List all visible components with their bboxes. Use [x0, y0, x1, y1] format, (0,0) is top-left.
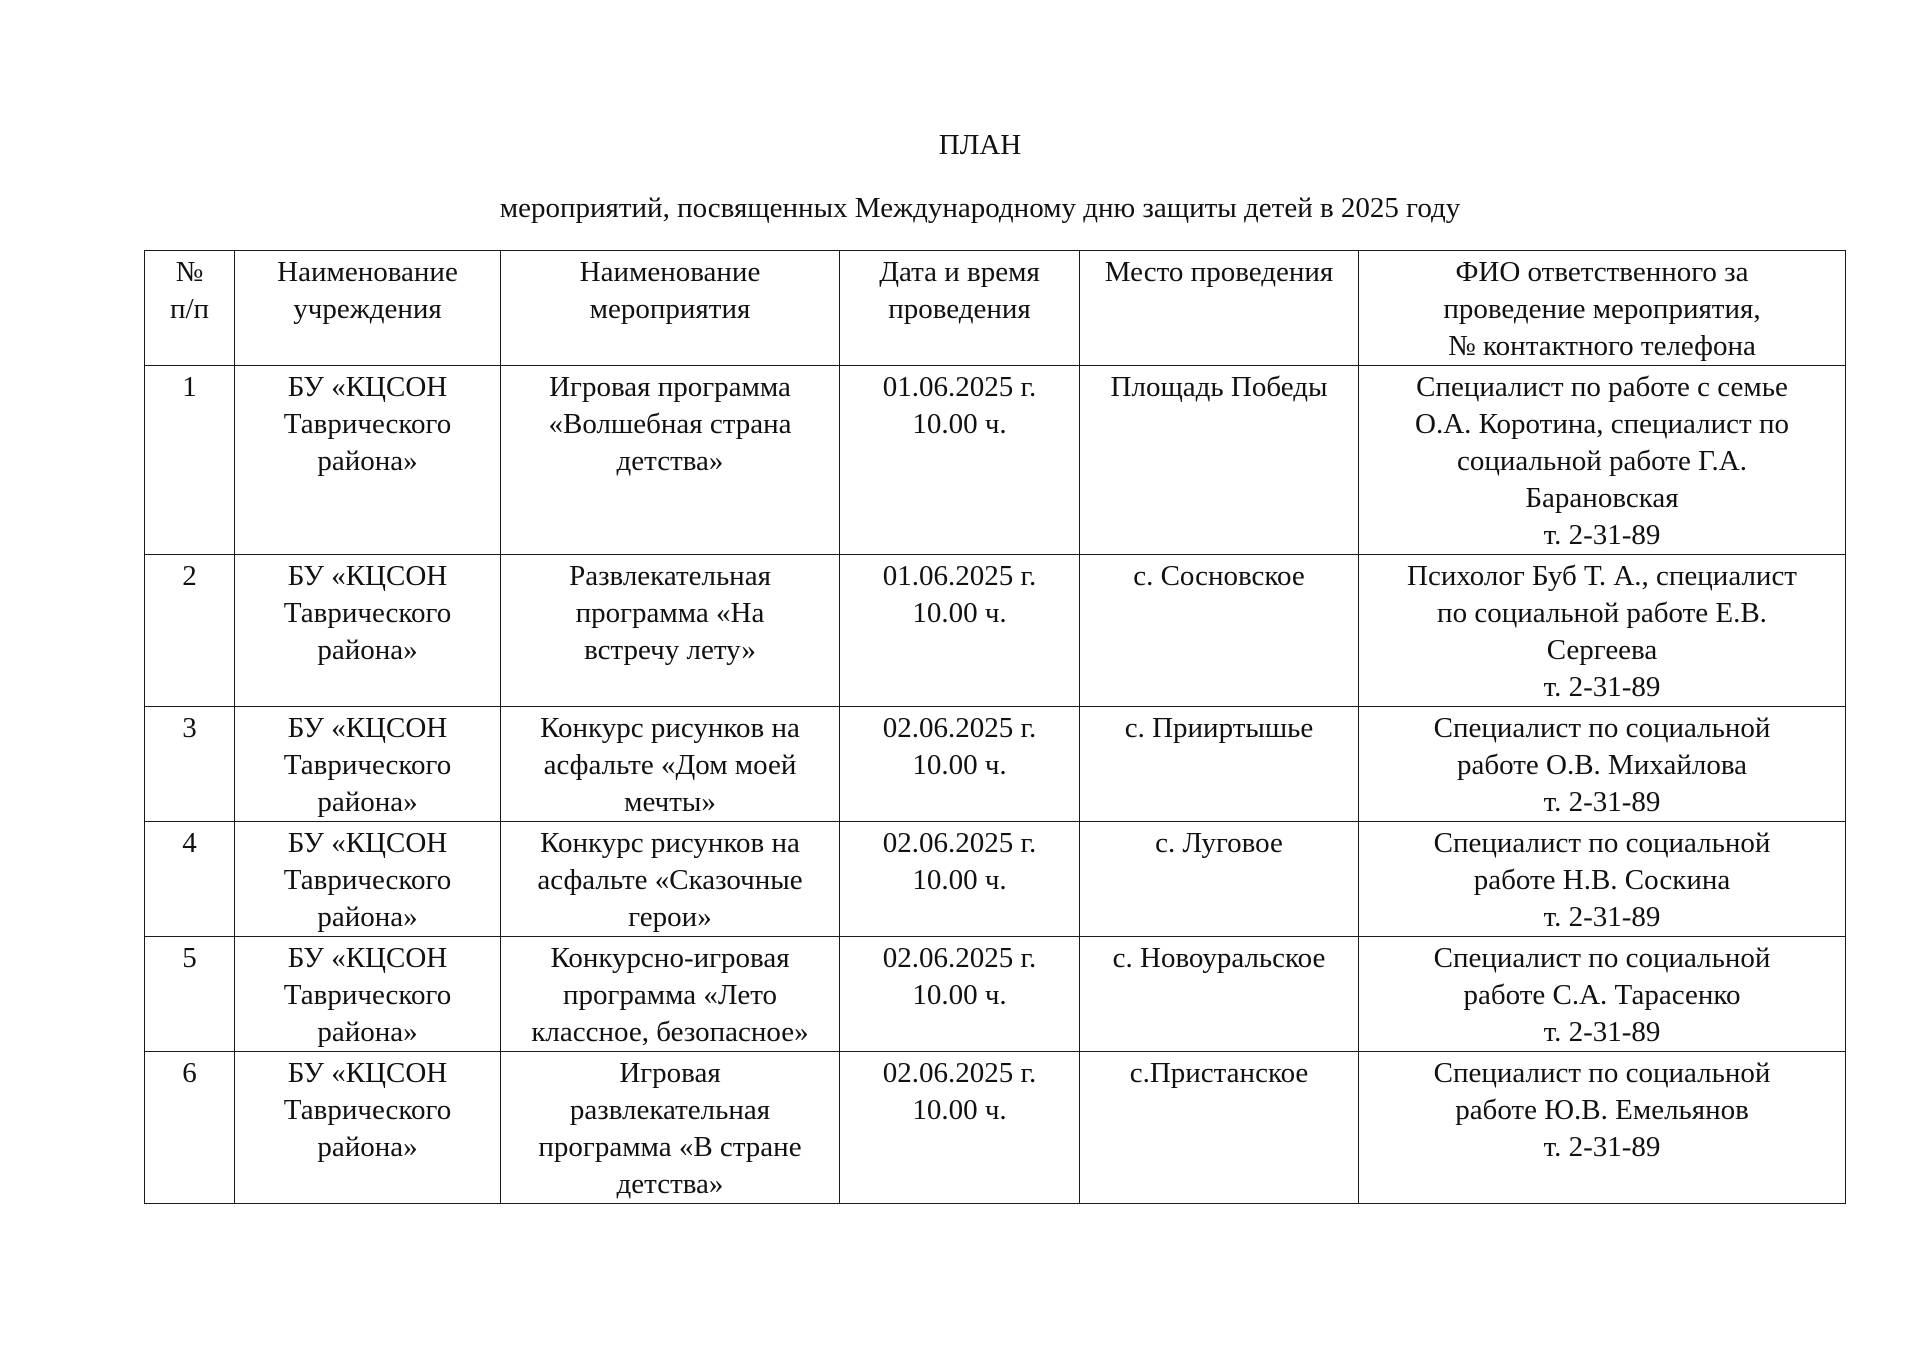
cell-line: 02.06.2025 г.	[882, 712, 1037, 744]
cell-line: Психолог Буб Т. А., специалист	[1407, 560, 1797, 592]
header-date	[840, 251, 1080, 366]
cell-date	[840, 822, 1080, 937]
cell-number: 1	[145, 366, 235, 555]
cell-organization	[235, 937, 501, 1052]
cell-line: района»	[317, 1131, 418, 1163]
cell-line: Игровая	[619, 1057, 721, 1089]
cell-date	[840, 1052, 1080, 1204]
cell-place: с.Пристанское	[1080, 1052, 1359, 1204]
cell-line: Специалист по работе с семье	[1416, 371, 1788, 403]
cell-line: БУ «КЦСОН	[287, 1057, 448, 1089]
cell-line: мечты»	[624, 786, 716, 818]
table-row	[145, 822, 1846, 937]
header-event	[501, 251, 840, 366]
cell-line: встречу лету»	[584, 634, 756, 666]
cell-place: с. Луговое	[1080, 822, 1359, 937]
cell-organization	[235, 366, 501, 555]
document-title: ПЛАН	[938, 129, 1022, 161]
table-row	[145, 366, 1846, 555]
cell-line: 02.06.2025 г.	[882, 827, 1037, 859]
cell-line: БУ «КЦСОН	[287, 827, 448, 859]
cell-line: 10.00 ч.	[912, 408, 1007, 440]
cell-line: района»	[317, 786, 418, 818]
cell-line: асфальте «Сказочные	[537, 864, 803, 896]
cell-line: работе Н.В. Соскина	[1473, 864, 1731, 896]
cell-line: БУ «КЦСОН	[287, 371, 448, 403]
cell-line: 02.06.2025 г.	[882, 1057, 1037, 1089]
cell-event	[501, 707, 840, 822]
cell-line: района»	[317, 1016, 418, 1048]
cell-line: Барановская	[1525, 482, 1679, 514]
header-responsible	[1359, 251, 1846, 366]
cell-organization	[235, 707, 501, 822]
cell-place: Площадь Победы	[1080, 366, 1359, 555]
cell-organization	[235, 822, 501, 937]
events-plan-table	[144, 250, 1846, 1204]
cell-line: Специалист по социальной	[1433, 1057, 1771, 1089]
cell-date	[840, 366, 1080, 555]
cell-event	[501, 937, 840, 1052]
cell-date	[840, 555, 1080, 707]
cell-line: О.А. Коротина, специалист по	[1415, 408, 1789, 440]
cell-line: программа «В стране	[538, 1131, 802, 1163]
cell-number: 6	[145, 1052, 235, 1204]
cell-line: Конкурсно-игровая	[550, 942, 790, 974]
cell-line: Игровая программа	[549, 371, 791, 403]
cell-line: 10.00 ч.	[912, 864, 1007, 896]
cell-line: 01.06.2025 г.	[882, 560, 1037, 592]
cell-line: района»	[317, 445, 418, 477]
cell-place: с. Сосновское	[1080, 555, 1359, 707]
cell-event	[501, 555, 840, 707]
cell-line: программа «На	[575, 597, 765, 629]
cell-number: 3	[145, 707, 235, 822]
header-event-line: мероприятия	[589, 293, 751, 325]
cell-line: Таврического	[283, 864, 452, 896]
cell-line: Таврического	[283, 597, 452, 629]
header-organization-line: Наименование	[277, 256, 458, 288]
cell-line: Таврического	[283, 749, 452, 781]
cell-place: с. Прииртышье	[1080, 707, 1359, 822]
header-number	[145, 251, 235, 366]
table-row	[145, 937, 1846, 1052]
table-row	[145, 707, 1846, 822]
cell-line: Таврического	[283, 979, 452, 1011]
cell-line: работе Ю.В. Емельянов	[1455, 1094, 1749, 1126]
cell-line: работе С.А. Тарасенко	[1463, 979, 1741, 1011]
cell-event	[501, 1052, 840, 1204]
cell-number: 4	[145, 822, 235, 937]
cell-line: т. 2-31-89	[1543, 786, 1661, 818]
document-subtitle: мероприятий, посвященных Международному дню защиты детей в 2025 году	[499, 192, 1461, 224]
cell-line: Таврического	[283, 408, 452, 440]
cell-responsible	[1359, 555, 1846, 707]
cell-line: программа «Лето	[562, 979, 778, 1011]
cell-number: 5	[145, 937, 235, 1052]
cell-line: 10.00 ч.	[912, 597, 1007, 629]
cell-line: Сергеева	[1546, 634, 1658, 666]
cell-number: 2	[145, 555, 235, 707]
header-responsible-line: № контактного телефона	[1448, 330, 1756, 362]
cell-responsible	[1359, 937, 1846, 1052]
cell-line: района»	[317, 634, 418, 666]
cell-line: т. 2-31-89	[1543, 901, 1661, 933]
cell-line: классное, безопасное»	[531, 1016, 809, 1048]
cell-responsible	[1359, 822, 1846, 937]
cell-line: т. 2-31-89	[1543, 1131, 1661, 1163]
cell-line: БУ «КЦСОН	[287, 712, 448, 744]
cell-line: т. 2-31-89	[1543, 671, 1661, 703]
header-place-line: Место проведения	[1104, 256, 1334, 288]
cell-line: развлекательная	[569, 1094, 771, 1126]
cell-line: Конкурс рисунков на	[540, 827, 800, 859]
cell-line: БУ «КЦСОН	[287, 560, 448, 592]
cell-line: Развлекательная	[569, 560, 771, 592]
cell-responsible	[1359, 1052, 1846, 1204]
header-organization	[235, 251, 501, 366]
cell-line: района»	[317, 901, 418, 933]
cell-organization	[235, 555, 501, 707]
header-number-line: п/п	[169, 293, 210, 325]
cell-responsible	[1359, 366, 1846, 555]
header-number-line: №	[175, 256, 204, 288]
header-event-line: Наименование	[579, 256, 761, 288]
cell-date	[840, 937, 1080, 1052]
cell-line: Специалист по социальной	[1433, 942, 1771, 974]
cell-event	[501, 366, 840, 555]
cell-line: Специалист по социальной	[1433, 712, 1771, 744]
cell-line: Специалист по социальной	[1433, 827, 1771, 859]
cell-event	[501, 822, 840, 937]
cell-place: с. Новоуральское	[1080, 937, 1359, 1052]
cell-line: герои»	[628, 901, 712, 933]
header-organization-line: учреждения	[293, 293, 442, 325]
cell-organization	[235, 1052, 501, 1204]
cell-line: по социальной работе Е.В.	[1437, 597, 1767, 629]
header-responsible-line: проведение мероприятия,	[1443, 293, 1761, 325]
cell-line: 01.06.2025 г.	[882, 371, 1037, 403]
cell-date	[840, 707, 1080, 822]
cell-line: Таврического	[283, 1094, 452, 1126]
header-place	[1080, 251, 1359, 366]
cell-line: детства»	[616, 1168, 724, 1200]
cell-line: БУ «КЦСОН	[287, 942, 448, 974]
cell-line: т. 2-31-89	[1543, 1016, 1661, 1048]
header-date-line: Дата и время	[879, 256, 1040, 288]
cell-line: «Волшебная страна	[548, 408, 792, 440]
cell-line: 10.00 ч.	[912, 979, 1007, 1011]
table-row	[145, 555, 1846, 707]
cell-line: 10.00 ч.	[912, 749, 1007, 781]
cell-line: 10.00 ч.	[912, 1094, 1007, 1126]
cell-line: работе О.В. Михайлова	[1456, 749, 1748, 781]
header-date-line: проведения	[888, 293, 1031, 325]
cell-line: 02.06.2025 г.	[882, 942, 1037, 974]
cell-line: детства»	[616, 445, 724, 477]
cell-line: Конкурс рисунков на	[540, 712, 800, 744]
cell-line: т. 2-31-89	[1543, 519, 1661, 551]
cell-responsible	[1359, 707, 1846, 822]
cell-line: асфальте «Дом моей	[543, 749, 797, 781]
cell-line: социальной работе Г.А.	[1457, 445, 1747, 477]
header-responsible-line: ФИО ответственного за	[1455, 256, 1749, 288]
table-row	[145, 1052, 1846, 1204]
table-header-row	[145, 251, 1846, 366]
